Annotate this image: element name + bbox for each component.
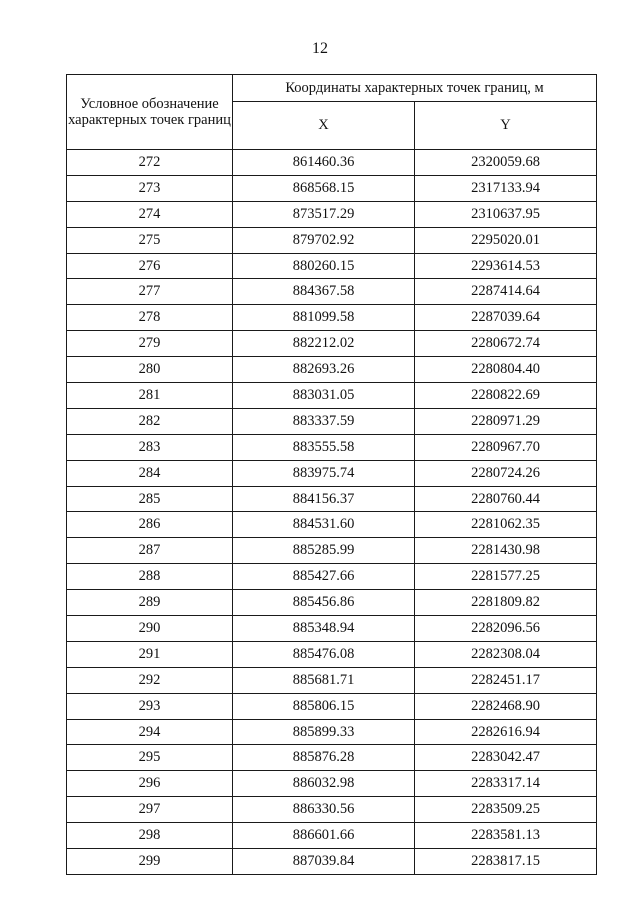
cell-point: 280 xyxy=(67,357,233,383)
table-row xyxy=(67,693,597,719)
cell-x: 882693.26 xyxy=(233,357,415,383)
cell-point: 278 xyxy=(67,305,233,331)
cell-point: 273 xyxy=(67,175,233,201)
cell-x: 883337.59 xyxy=(233,408,415,434)
cell-point: 297 xyxy=(67,797,233,823)
table-row xyxy=(67,849,597,875)
cell-point: 291 xyxy=(67,641,233,667)
cell-x: 861460.36 xyxy=(233,150,415,176)
table-row xyxy=(67,719,597,745)
cell-point: 287 xyxy=(67,538,233,564)
table-row xyxy=(67,201,597,227)
table-row xyxy=(67,616,597,642)
cell-y: 2281577.25 xyxy=(415,564,597,590)
cell-y: 2287039.64 xyxy=(415,305,597,331)
cell-point: 284 xyxy=(67,460,233,486)
table-row xyxy=(67,227,597,253)
cell-x: 886032.98 xyxy=(233,771,415,797)
cell-y: 2282468.90 xyxy=(415,693,597,719)
cell-x: 885285.99 xyxy=(233,538,415,564)
cell-y: 2310637.95 xyxy=(415,201,597,227)
cell-point: 290 xyxy=(67,616,233,642)
cell-y: 2280967.70 xyxy=(415,434,597,460)
table-row xyxy=(67,823,597,849)
cell-y: 2282096.56 xyxy=(415,616,597,642)
cell-y: 2283817.15 xyxy=(415,849,597,875)
table-header xyxy=(67,75,597,150)
cell-y: 2280822.69 xyxy=(415,383,597,409)
cell-x: 868568.15 xyxy=(233,175,415,201)
coordinates-table xyxy=(66,74,597,875)
cell-point: 282 xyxy=(67,408,233,434)
cell-x: 885876.28 xyxy=(233,745,415,771)
page-number: 12 xyxy=(312,40,328,57)
header-coordinates-group: Координаты характерных точек границ, м xyxy=(233,75,597,102)
cell-x: 885681.71 xyxy=(233,667,415,693)
cell-x: 885348.94 xyxy=(233,616,415,642)
table-row xyxy=(67,175,597,201)
cell-point: 299 xyxy=(67,849,233,875)
cell-y: 2293614.53 xyxy=(415,253,597,279)
cell-x: 883031.05 xyxy=(233,383,415,409)
cell-x: 886601.66 xyxy=(233,823,415,849)
cell-point: 298 xyxy=(67,823,233,849)
cell-y: 2282616.94 xyxy=(415,719,597,745)
header-y: Y xyxy=(415,102,597,150)
cell-y: 2320059.68 xyxy=(415,150,597,176)
cell-y: 2280760.44 xyxy=(415,486,597,512)
cell-x: 887039.84 xyxy=(233,849,415,875)
cell-point: 283 xyxy=(67,434,233,460)
cell-x: 885427.66 xyxy=(233,564,415,590)
cell-y: 2280971.29 xyxy=(415,408,597,434)
table-row xyxy=(67,564,597,590)
table-row xyxy=(67,590,597,616)
cell-y: 2295020.01 xyxy=(415,227,597,253)
cell-x: 882212.02 xyxy=(233,331,415,357)
cell-y: 2283581.13 xyxy=(415,823,597,849)
cell-x: 879702.92 xyxy=(233,227,415,253)
cell-point: 281 xyxy=(67,383,233,409)
table-row xyxy=(67,357,597,383)
table-row xyxy=(67,460,597,486)
table-body xyxy=(67,150,597,875)
cell-point: 285 xyxy=(67,486,233,512)
cell-x: 881099.58 xyxy=(233,305,415,331)
header-point-label: Условное обозначение характерных точек границ xyxy=(67,75,233,150)
table-row xyxy=(67,745,597,771)
table-row xyxy=(67,150,597,176)
cell-point: 296 xyxy=(67,771,233,797)
table-row xyxy=(67,383,597,409)
cell-point: 286 xyxy=(67,512,233,538)
header-x: X xyxy=(233,102,415,150)
cell-point: 288 xyxy=(67,564,233,590)
table-row xyxy=(67,331,597,357)
table-row xyxy=(67,641,597,667)
cell-point: 277 xyxy=(67,279,233,305)
cell-point: 276 xyxy=(67,253,233,279)
table-row xyxy=(67,771,597,797)
cell-point: 275 xyxy=(67,227,233,253)
cell-point: 292 xyxy=(67,667,233,693)
cell-x: 886330.56 xyxy=(233,797,415,823)
table-row xyxy=(67,538,597,564)
cell-x: 884156.37 xyxy=(233,486,415,512)
cell-x: 885456.86 xyxy=(233,590,415,616)
cell-x: 885476.08 xyxy=(233,641,415,667)
cell-y: 2283509.25 xyxy=(415,797,597,823)
cell-y: 2280804.40 xyxy=(415,357,597,383)
table-row xyxy=(67,434,597,460)
cell-point: 279 xyxy=(67,331,233,357)
table-row xyxy=(67,667,597,693)
table-row xyxy=(67,279,597,305)
cell-x: 884367.58 xyxy=(233,279,415,305)
cell-x: 885899.33 xyxy=(233,719,415,745)
cell-point: 274 xyxy=(67,201,233,227)
cell-x: 885806.15 xyxy=(233,693,415,719)
cell-y: 2280672.74 xyxy=(415,331,597,357)
cell-y: 2287414.64 xyxy=(415,279,597,305)
table-row xyxy=(67,512,597,538)
cell-y: 2283317.14 xyxy=(415,771,597,797)
table-row xyxy=(67,253,597,279)
cell-point: 295 xyxy=(67,745,233,771)
cell-y: 2282451.17 xyxy=(415,667,597,693)
cell-point: 289 xyxy=(67,590,233,616)
cell-y: 2282308.04 xyxy=(415,641,597,667)
cell-y: 2317133.94 xyxy=(415,175,597,201)
cell-y: 2281062.35 xyxy=(415,512,597,538)
cell-y: 2283042.47 xyxy=(415,745,597,771)
cell-y: 2281809.82 xyxy=(415,590,597,616)
cell-point: 294 xyxy=(67,719,233,745)
cell-point: 293 xyxy=(67,693,233,719)
cell-x: 883555.58 xyxy=(233,434,415,460)
cell-x: 884531.60 xyxy=(233,512,415,538)
table-row xyxy=(67,797,597,823)
cell-y: 2280724.26 xyxy=(415,460,597,486)
table-row xyxy=(67,486,597,512)
cell-x: 880260.15 xyxy=(233,253,415,279)
cell-x: 873517.29 xyxy=(233,201,415,227)
cell-y: 2281430.98 xyxy=(415,538,597,564)
cell-x: 883975.74 xyxy=(233,460,415,486)
cell-point: 272 xyxy=(67,150,233,176)
table-row xyxy=(67,305,597,331)
table-row xyxy=(67,408,597,434)
